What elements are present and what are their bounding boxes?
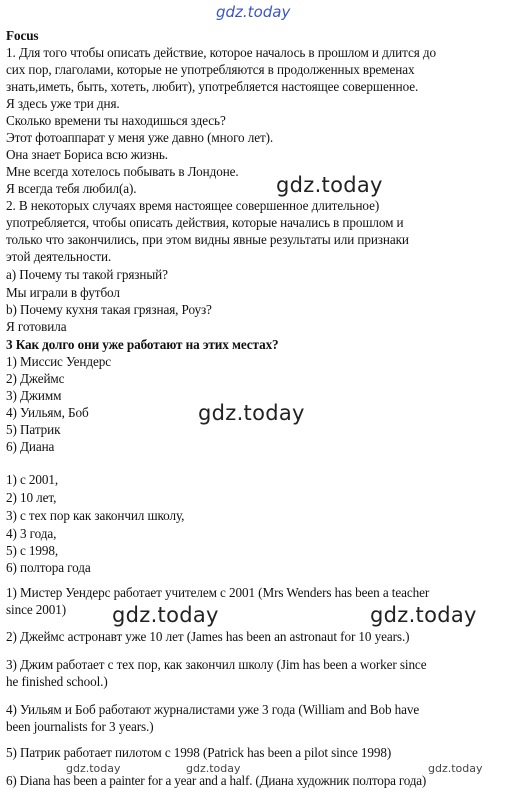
focus-heading: Focus bbox=[6, 28, 39, 43]
list-item: 5) с 1998, bbox=[6, 543, 59, 558]
watermark-mid1: gdz.today bbox=[276, 173, 383, 197]
text-line: этой деятельности. bbox=[6, 249, 112, 264]
watermark-bottom-center: gdz.today bbox=[186, 762, 241, 775]
list-item: 4) Уильям, Боб bbox=[6, 405, 89, 420]
answer-line: 2) Джеймс астронавт уже 10 лет (James has been an astronaut for 10 years.) bbox=[6, 629, 410, 644]
text-line: знать,иметь, быть, хотеть, любит), употребляется настоящее совершенное. bbox=[6, 79, 419, 94]
watermark-top: gdz.today bbox=[216, 3, 291, 21]
text-line: Этот фотоаппарат у меня уже давно (много лет). bbox=[6, 130, 274, 145]
answer-line: 5) Патрик работает пилотом с 1998 (Patrick has been a pilot since 1998) bbox=[6, 745, 392, 760]
text-line: 2. В некоторых случаях время настоящее совершенное длительное) bbox=[6, 198, 380, 213]
text-line: Я здесь уже три дня. bbox=[6, 96, 120, 111]
watermark-bottom-right: gdz.today bbox=[428, 762, 483, 775]
list-item: 1) Миссис Уендерс bbox=[6, 354, 111, 369]
answer-line: he finished school.) bbox=[6, 674, 108, 689]
list-item: 2) Джеймс bbox=[6, 371, 65, 386]
text-line: Мы играли в футбол bbox=[6, 285, 120, 300]
answer-line: 4) Уильям и Боб работают журналистами уже 3 года (William and Bob have bbox=[6, 702, 420, 717]
text-line: 1. Для того чтобы описать действие, которое началось в прошлом и длится до bbox=[6, 45, 436, 60]
answer-line: been journalists for 3 years.) bbox=[6, 719, 154, 734]
answer-line: 3) Джим работает с тех пор, как закончил школу (Jim has been a worker since bbox=[6, 657, 427, 672]
watermark-mid3-right: gdz.today bbox=[370, 603, 477, 627]
text-line: Она знает Бориса всю жизнь. bbox=[6, 147, 168, 162]
answer-line: 6) Diana has been a painter for a year and a half. (Диана художник полтора года) bbox=[6, 773, 427, 788]
text-line: Я готовила bbox=[6, 319, 67, 334]
answer-line: since 2001) bbox=[6, 602, 67, 617]
text-line: употребляется, чтобы описать действия, которые начались в прошлом и bbox=[6, 215, 404, 230]
text-line: Я всегда тебя любил(а). bbox=[6, 181, 137, 196]
text-line: b) Почему кухня такая грязная, Роуз? bbox=[6, 302, 212, 317]
list-item: 4) 3 года, bbox=[6, 526, 57, 541]
list-item: 5) Патрик bbox=[6, 422, 61, 437]
text-line: только что закончились, при этом видны явные результаты или признаки bbox=[6, 232, 409, 247]
text-line: a) Почему ты такой грязный? bbox=[6, 267, 168, 282]
text-line: Сколько времени ты находишься здесь? bbox=[6, 113, 226, 128]
list-item: 3) Джимм bbox=[6, 388, 62, 403]
watermark-bottom-left: gdz.today bbox=[66, 762, 121, 775]
answer-line: 1) Мистер Уендерс работает учителем с 2001 (Mrs Wenders has been a teacher bbox=[6, 585, 430, 600]
watermark-mid2: gdz.today bbox=[198, 401, 305, 425]
list-item: 3) с тех пор как закончил школу, bbox=[6, 508, 185, 523]
exercise-3-heading: 3 Как долго они уже работают на этих местах? bbox=[6, 337, 279, 352]
list-item: 1) с 2001, bbox=[6, 472, 59, 487]
text-line: Мне всегда хотелось побывать в Лондоне. bbox=[6, 164, 239, 179]
list-item: 6) Диана bbox=[6, 439, 55, 454]
list-item: 2) 10 лет, bbox=[6, 490, 57, 505]
list-item: 6) полтора года bbox=[6, 560, 91, 575]
watermark-mid3-left: gdz.today bbox=[112, 603, 219, 627]
text-line: сих пор, глаголами, которые не употребляются в продолженных временах bbox=[6, 62, 415, 77]
